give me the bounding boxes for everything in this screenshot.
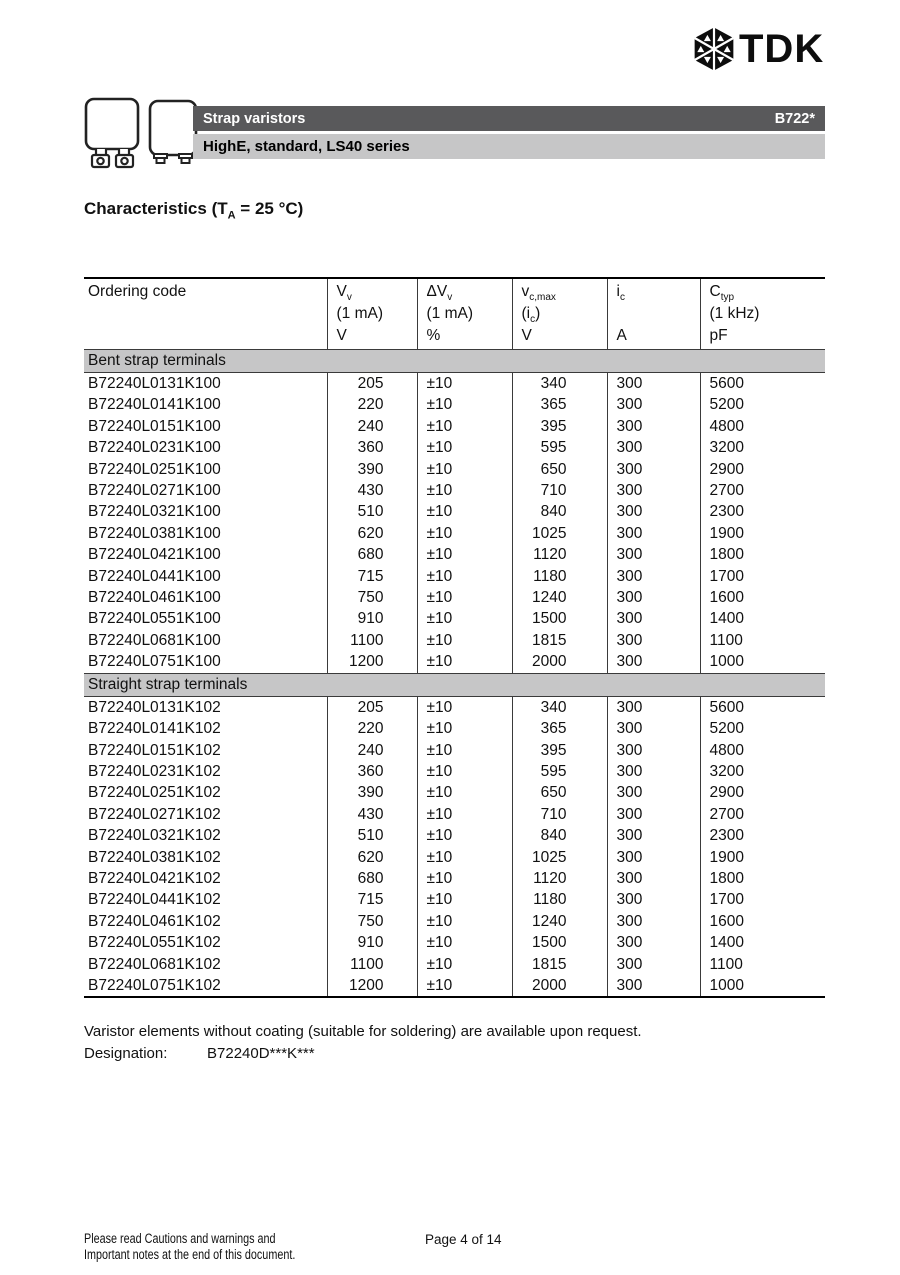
heading-text: Characteristics (T	[84, 199, 228, 218]
value-cell: 2700	[700, 480, 825, 501]
table-row	[84, 740, 825, 761]
value-cell: 715	[327, 566, 417, 587]
value-cell: 840	[512, 825, 607, 846]
value-cell: 1800	[700, 868, 825, 889]
ordering-code-cell: B72240L0231K100	[88, 439, 221, 457]
value-cell: ±10	[417, 437, 512, 458]
value-cell: 1025	[512, 847, 607, 868]
ordering-code-cell: B72240L0251K102	[88, 784, 221, 802]
value-cell: 300	[607, 501, 700, 522]
table-row	[84, 480, 825, 501]
value-cell: ±10	[417, 523, 512, 544]
value-cell: 3200	[700, 437, 825, 458]
value-cell: 340	[512, 373, 607, 395]
value-cell: 1100	[327, 630, 417, 651]
ordering-code-cell: B72240L0461K102	[88, 912, 221, 930]
value-cell: 1025	[512, 523, 607, 544]
ordering-code-cell: B72240L0151K100	[88, 417, 221, 435]
ordering-code-cell: B72240L0441K102	[88, 891, 221, 909]
value-cell: 1120	[512, 544, 607, 565]
value-cell: 1700	[700, 889, 825, 910]
ordering-code-cell: B72240L0131K100	[88, 375, 221, 392]
value-cell: 365	[512, 718, 607, 739]
table-row	[84, 954, 825, 975]
ordering-code-cell: B72240L0141K100	[88, 396, 221, 414]
ordering-code-cell: B72240L0381K100	[88, 524, 221, 542]
table-row	[84, 911, 825, 932]
footer-caution-line2: Important notes at the end of this document.	[84, 1246, 296, 1262]
column-header: Ordering code	[88, 283, 187, 300]
value-cell: 750	[327, 587, 417, 608]
value-cell: 1200	[327, 651, 417, 673]
table-row	[84, 501, 825, 522]
value-cell: 300	[607, 825, 700, 846]
column-header: $i_c$ A	[607, 278, 700, 350]
value-cell: 365	[512, 394, 607, 415]
value-cell: ±10	[417, 651, 512, 673]
value-cell: 300	[607, 394, 700, 415]
value-cell: 300	[607, 630, 700, 651]
value-cell: 220	[327, 718, 417, 739]
value-cell: 300	[607, 651, 700, 673]
value-cell: 300	[607, 868, 700, 889]
value-cell: 4800	[700, 416, 825, 437]
value-cell: 1100	[700, 630, 825, 651]
value-cell: ±10	[417, 761, 512, 782]
value-cell: 510	[327, 825, 417, 846]
table-row	[84, 932, 825, 953]
value-cell: 680	[327, 868, 417, 889]
value-cell: 395	[512, 740, 607, 761]
value-cell: 595	[512, 437, 607, 458]
value-cell: 300	[607, 587, 700, 608]
value-cell: 1200	[327, 975, 417, 997]
section-band	[84, 673, 825, 696]
value-cell: 650	[512, 459, 607, 480]
value-cell: 1100	[327, 954, 417, 975]
table-row	[84, 975, 825, 997]
column-header: $V_v$ (1 mA) V	[327, 278, 417, 350]
table-row	[84, 459, 825, 480]
ordering-code-cell: B72240L0421K102	[88, 869, 221, 887]
value-cell: 300	[607, 954, 700, 975]
value-cell: 840	[512, 501, 607, 522]
value-cell: ±10	[417, 782, 512, 803]
value-cell: ±10	[417, 825, 512, 846]
value-cell: 360	[327, 761, 417, 782]
value-cell: 1600	[700, 911, 825, 932]
section-band-label: Bent strap terminals	[84, 350, 825, 373]
table-row	[84, 651, 825, 673]
table-row	[84, 437, 825, 458]
value-cell: 1400	[700, 932, 825, 953]
table-row	[84, 889, 825, 910]
table-row	[84, 608, 825, 629]
value-cell: 910	[327, 608, 417, 629]
value-cell: 390	[327, 459, 417, 480]
value-cell: ±10	[417, 847, 512, 868]
column-header: $C_{typ}$ (1 kHz) pF	[700, 278, 825, 350]
value-cell: ±10	[417, 718, 512, 739]
value-cell: ±10	[417, 566, 512, 587]
table-row	[84, 566, 825, 587]
table-row	[84, 587, 825, 608]
value-cell: 1900	[700, 523, 825, 544]
value-cell: 300	[607, 847, 700, 868]
value-cell: 4800	[700, 740, 825, 761]
ordering-code-cell: B72240L0231K102	[88, 762, 221, 780]
value-cell: 300	[607, 782, 700, 803]
ordering-code-cell: B72240L0271K100	[88, 482, 221, 500]
value-cell: ±10	[417, 975, 512, 997]
value-cell: 650	[512, 782, 607, 803]
value-cell: 1100	[700, 954, 825, 975]
table-row	[84, 718, 825, 739]
value-cell: 1180	[512, 566, 607, 587]
value-cell: 300	[607, 544, 700, 565]
value-cell: ±10	[417, 889, 512, 910]
value-cell: 680	[327, 544, 417, 565]
designation-line	[84, 1043, 642, 1065]
table-row	[84, 804, 825, 825]
value-cell: 2900	[700, 782, 825, 803]
value-cell: 1500	[512, 608, 607, 629]
ordering-code-cell: B72240L0151K102	[88, 741, 221, 759]
ordering-code-cell: B72240L0381K102	[88, 848, 221, 866]
ordering-code-cell: B72240L0551K100	[88, 610, 221, 628]
value-cell: 1500	[512, 932, 607, 953]
value-cell: 750	[327, 911, 417, 932]
value-cell: 1240	[512, 911, 607, 932]
value-cell: 1240	[512, 587, 607, 608]
value-cell: 1600	[700, 587, 825, 608]
value-cell: 300	[607, 459, 700, 480]
value-cell: 2700	[700, 804, 825, 825]
table-row	[84, 696, 825, 718]
tdk-logo-text: TDK	[739, 27, 825, 71]
value-cell: 1815	[512, 954, 607, 975]
availability-note: Varistor elements without coating (suitable for soldering) are available upon request.	[84, 1023, 642, 1040]
value-cell: 300	[607, 480, 700, 501]
table-row	[84, 847, 825, 868]
value-cell: ±10	[417, 630, 512, 651]
char-table	[84, 277, 825, 998]
value-cell: 5600	[700, 696, 825, 718]
value-cell: ±10	[417, 459, 512, 480]
ordering-code-cell: B72240L0271K102	[88, 805, 221, 823]
tdk-emblem-icon	[692, 27, 736, 71]
footer-caution-line1: Please read Cautions and warnings and	[84, 1231, 276, 1246]
value-cell: 340	[512, 696, 607, 718]
tdk-logo	[692, 27, 824, 71]
product-subtitle-bar	[193, 134, 825, 159]
value-cell: 620	[327, 523, 417, 544]
value-cell: ±10	[417, 394, 512, 415]
value-cell: 300	[607, 373, 700, 395]
ordering-code-cell: B72240L0461K100	[88, 589, 221, 607]
value-cell: 300	[607, 523, 700, 544]
value-cell: 300	[607, 416, 700, 437]
section-band-label: Straight strap terminals	[84, 673, 825, 696]
ordering-code-cell: B72240L0321K102	[88, 827, 221, 845]
table-row	[84, 868, 825, 889]
value-cell: 2300	[700, 825, 825, 846]
straight-strap-varistor-icon	[148, 99, 198, 165]
value-cell: 1800	[700, 544, 825, 565]
heading-subscript: A	[227, 209, 236, 222]
ordering-code-cell: B72240L0251K100	[88, 460, 221, 478]
value-cell: 3200	[700, 761, 825, 782]
designation-label: Designation:	[84, 1045, 168, 1062]
value-cell: 1700	[700, 566, 825, 587]
doc-code: B722*	[774, 110, 815, 127]
value-cell: 205	[327, 696, 417, 718]
ordering-code-cell: B72240L0681K100	[88, 631, 221, 649]
value-cell: 715	[327, 889, 417, 910]
value-cell: 240	[327, 416, 417, 437]
table-row	[84, 761, 825, 782]
product-title: Strap varistors	[203, 110, 306, 127]
value-cell: 300	[607, 932, 700, 953]
value-cell: 595	[512, 761, 607, 782]
value-cell: 300	[607, 718, 700, 739]
value-cell: ±10	[417, 416, 512, 437]
value-cell: ±10	[417, 480, 512, 501]
table-row	[84, 523, 825, 544]
product-subtitle: HighE, standard, LS40 series	[203, 138, 410, 155]
ordering-code-cell: B72240L0141K102	[88, 720, 221, 738]
value-cell: ±10	[417, 373, 512, 395]
value-cell: ±10	[417, 954, 512, 975]
section-heading	[84, 199, 304, 222]
table-row	[84, 825, 825, 846]
value-cell: 360	[327, 437, 417, 458]
value-cell: ±10	[417, 932, 512, 953]
value-cell: 510	[327, 501, 417, 522]
ordering-code-cell: B72240L0751K102	[88, 976, 221, 994]
value-cell: ±10	[417, 740, 512, 761]
value-cell: ±10	[417, 911, 512, 932]
section-band	[84, 350, 825, 373]
value-cell: 1000	[700, 975, 825, 997]
footer-caution	[84, 1231, 348, 1262]
ordering-code-cell: B72240L0681K102	[88, 955, 221, 973]
value-cell: 300	[607, 437, 700, 458]
value-cell: 390	[327, 782, 417, 803]
heading-text-post: = 25 °C)	[235, 199, 304, 218]
value-cell: 620	[327, 847, 417, 868]
value-cell: 2900	[700, 459, 825, 480]
ordering-code-cell: B72240L0751K100	[88, 653, 221, 671]
value-cell: 220	[327, 394, 417, 415]
ordering-code-cell: B72240L0321K100	[88, 503, 221, 521]
value-cell: 5200	[700, 718, 825, 739]
value-cell: ±10	[417, 804, 512, 825]
value-cell: ±10	[417, 608, 512, 629]
value-cell: 300	[607, 911, 700, 932]
table-row	[84, 416, 825, 437]
table-row	[84, 630, 825, 651]
column-header: $\Delta V_v$ (1 mA) %	[417, 278, 512, 350]
value-cell: 300	[607, 975, 700, 997]
table-row	[84, 782, 825, 803]
product-title-bar	[193, 106, 825, 131]
value-cell: 300	[607, 804, 700, 825]
value-cell: 1120	[512, 868, 607, 889]
ordering-code-cell: B72240L0441K100	[88, 567, 221, 585]
value-cell: 5600	[700, 373, 825, 395]
value-cell: ±10	[417, 868, 512, 889]
value-cell: 300	[607, 608, 700, 629]
value-cell: 710	[512, 480, 607, 501]
column-header: $v_{c,max}$ $(i_c)$ V	[512, 278, 607, 350]
value-cell: 5200	[700, 394, 825, 415]
value-cell: ±10	[417, 544, 512, 565]
value-cell: ±10	[417, 587, 512, 608]
designation-value: B72240D***K***	[207, 1045, 315, 1062]
ordering-code-cell: B72240L0551K102	[88, 934, 221, 952]
value-cell: 205	[327, 373, 417, 395]
value-cell: 710	[512, 804, 607, 825]
table-row	[84, 544, 825, 565]
value-cell: 2000	[512, 651, 607, 673]
value-cell: 430	[327, 480, 417, 501]
product-banner	[84, 97, 825, 171]
notes-block	[84, 1021, 642, 1065]
value-cell: 1000	[700, 651, 825, 673]
value-cell: 240	[327, 740, 417, 761]
value-cell: 300	[607, 696, 700, 718]
value-cell: 2300	[700, 501, 825, 522]
table-row	[84, 394, 825, 415]
page-number: Page 4 of 14	[425, 1232, 502, 1247]
value-cell: 300	[607, 740, 700, 761]
header-row	[84, 278, 825, 350]
ordering-code-cell: B72240L0131K102	[88, 698, 221, 716]
value-cell: ±10	[417, 501, 512, 522]
value-cell: 430	[327, 804, 417, 825]
value-cell: 300	[607, 761, 700, 782]
value-cell: 395	[512, 416, 607, 437]
table-row	[84, 373, 825, 395]
value-cell: 1900	[700, 847, 825, 868]
value-cell: 910	[327, 932, 417, 953]
value-cell: 1400	[700, 608, 825, 629]
value-cell: 1180	[512, 889, 607, 910]
value-cell: 300	[607, 566, 700, 587]
bent-strap-varistor-icon	[84, 97, 142, 169]
characteristics-table-wrap	[84, 277, 825, 998]
value-cell: 1815	[512, 630, 607, 651]
value-cell: ±10	[417, 696, 512, 718]
value-cell: 300	[607, 889, 700, 910]
value-cell: 2000	[512, 975, 607, 997]
ordering-code-cell: B72240L0421K100	[88, 546, 221, 564]
